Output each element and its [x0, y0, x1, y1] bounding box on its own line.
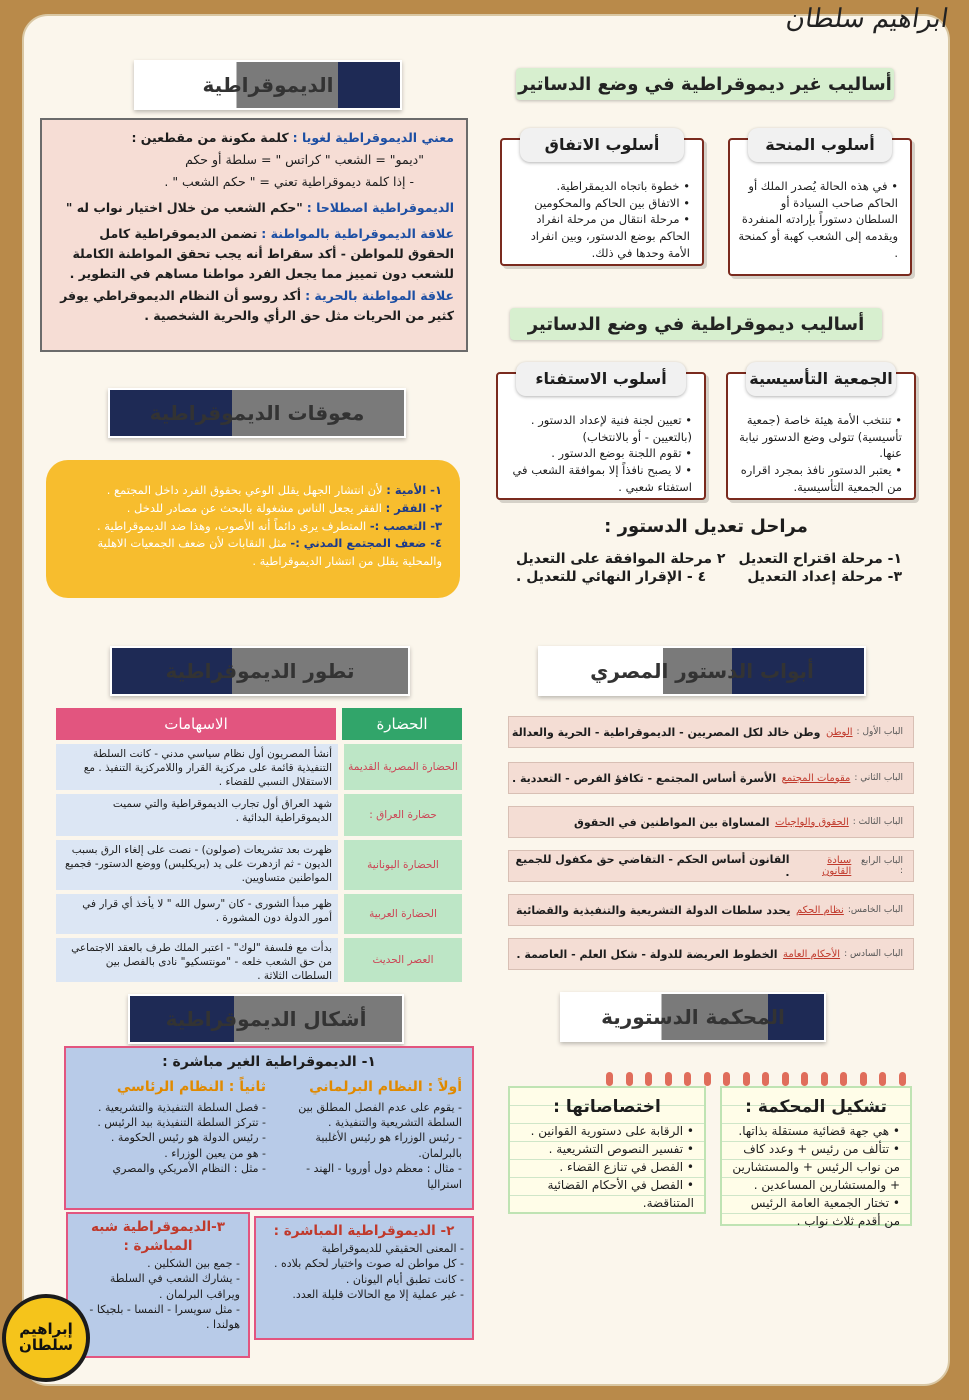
table-row: العصر الحديث بدأت مع فلسفة "لوك" - اعتبر الملك طرف بالعقد الاجتماعي من حق الشعب خلعه - "مونتسكيو" نادى بالفصل بين السلطات الثلاثة . — [56, 938, 462, 982]
parliamentary-column: أولاً : النظام البرلماني - يقوم على عدم الفصل المطلق بين السلطة التشريعية والتنفيذية . - رئيس الوزراء هو رئيس الأغلبية بالبرلمان. - مثال : معظم دول أوروبا - الهند - استراليا — [270, 1078, 462, 1192]
author-logo-badge: إبراهيم سلطان — [2, 1294, 90, 1382]
table-row: الحضارة العربية ظهر مبدأ الشورى - كان "رسول الله " لا يأخذ أي قرار في أمور الدولة دون المشورة . — [56, 894, 462, 934]
chapter-row: الباب الأول : الوطن وطن خالد لكل المصريين - الديموقراطية - الحرية والعدالة — [508, 716, 914, 748]
header-obstacles: معوقات الديموقراطية — [108, 388, 406, 438]
freedom-text: أكد روسو أن النظام الديموقراطي يوفر كثير من الحريات مثل حق الرأي والحرية الشخصية . — [60, 288, 454, 323]
amendment-stages: مراحل تعديل الدستور : ١- مرحلة اقتراح التعديل ٢ مرحلة الموافقة على التعديل ٣- مرحلة إعداد التعديل ٤ - الإقرار النهائي للتعديل . — [496, 516, 916, 587]
grant-card — [728, 135, 912, 276]
obstacles-box — [46, 460, 460, 598]
definitions-box — [40, 118, 468, 352]
grant-title: أسلوب المنحة — [748, 128, 892, 162]
table-row: حضارة العراق : شهد العراق أول تجارب الديموقراطية والتي سميت الديموقراطية البدائية . — [56, 794, 462, 836]
header-democracy: الديموقراطية — [134, 60, 402, 110]
lexical-line2: "ديمو" = الشعب " كراتس " = سلطة أو حكم — [185, 152, 424, 167]
obstacle-item: ١- الأمية : لأن انتشار الجهل يقلل الوعي بحقوق الفرد داخل المجتمع . — [106, 483, 442, 497]
table-row: الحضارة المصرية القديمة أنشأ المصريون أول نظام سياسي مدني - كانت السلطة التنفيذية قائمة على مركزية القرار واللامركزية التنفيذ . مع الاستقلال النسبي للقضاء . — [56, 744, 462, 790]
presidential-column: ثانياً : النظام الرئاسي - فصل السلطة التنفيذية والتشريعية . - تتركز السلطة التنفيذية بيد الرئيس . - رئيس الدولة هو رئيس الحكومة . - هو من يعين الوزراء . - مثل : النظام الأمريكي والمصري — [74, 1078, 266, 1177]
agreement-title: أسلوب الاتفاق — [520, 128, 684, 162]
referendum-card: أسلوب الاستفتاء • تعيين لجنة فنية لإعداد الدستور . (بالتعيين - أو بالانتخاب) • تقوم اللجنة بوضع الدستور . • لا يصبح نافذاً إلا بموافقة الشعب في استفتاء شعبي . — [496, 372, 706, 500]
democratic-title: أساليب ديموقراطية في وضع الدساتير — [510, 308, 882, 340]
table-row: الحضارة اليونانية ظهرت بعد تشريعات (صولون) - نصت على إلغاء الرق بسبب الديون - ثم ازدهرت على يد (بريكليس) ووضع الدستور- فجميع المواطنين متساويين. — [56, 840, 462, 890]
notebook-spiral — [606, 1072, 906, 1086]
powers-title: اختصاصاتها : — [553, 1097, 661, 1117]
agreement-card: أسلوب الاتفاق • خطوة باتجاه الديمقراطية. • الاتفاق بين الحاكم والمحكومين • مرحلة انتقال من مرحلة انفراد الحاكم بوضع الدستور، وبين انفراد الأمة وحدها في ذلك. — [500, 138, 704, 266]
header-evolution: تطور الديموقراطية — [110, 646, 410, 696]
non-democratic-title: أساليب غير ديموقراطية في وضع الدساتير — [516, 68, 894, 100]
court-powers-note: اختصاصاتها : • الرقابة على دستورية القوانين . • تفسير النصوص التشريعية . • الفصل في تنازع القضاء . • الفصل في الأحكام القضائية المتناقضة. — [508, 1086, 706, 1214]
chapter-row: الباب الخامس: نظام الحكم يحدد سلطات الدولة التشريعية والتنفيذية والقضائية — [508, 894, 914, 926]
chapter-row: الباب الثاني : مقومات المجتمع الأسرة أساس المجتمع - تكافؤ الفرص - التعددية . — [508, 762, 914, 794]
assembly-title: الجمعية التأسيسية — [746, 362, 896, 396]
obstacle-item: ٢- الفقر : الفقر يجعل الناس مشغولة بالبحث عن مصادر للدخل . — [126, 500, 442, 515]
chapter-row: الباب الرابع : سيادة القانون القانون أساس الحكم - التقاضي حق مكفول للجميع . — [508, 850, 914, 882]
obstacle-item: ٣- التعصب :- المتطرف يرى دائماً أنه الأصوب، وهذا ضد الديموقراطية . — [97, 518, 442, 533]
obstacle-item: ٤- ضعف المجتمع المدني :- مثل النقابات لأن ضعف الجمعيات الاهلية والمحلية يقلل من انتشار الديموقراطية . — [97, 536, 442, 569]
indirect-title: ١- الديموقراطية الغير مباشرة : — [162, 1054, 376, 1070]
col-civilization: الحضارة — [342, 708, 462, 740]
assembly-card: الجمعية التأسيسية • تنتخب الأمة هيئة خاصة (جمعية تأسيسية) تتولى وضع الدستور نيابة عنها. • يعتبر الدستور نافذ بمجرد اقراره من الجمعية التأسيسية. — [726, 372, 916, 500]
signature-logo: ابراهيم سلطان — [784, 4, 951, 34]
header-forms: أشكال الديموقراطية — [128, 994, 404, 1044]
term-label: الديموقراطية اصطلاحا : — [306, 200, 454, 215]
lexical-line3: - إذا كلمة ديموقراطية تعني = " حكم الشعب " . — [164, 174, 414, 189]
citizenship-label: علاقة الديموقراطية بالمواطنة : — [261, 226, 454, 241]
direct-democracy-box: ٢- الديموقراطية المباشرة : - المعنى الحقيقي للديموقراطية - كل مواطن له صوت واختيار لحكم بلاده . - كانت تطبق أيام اليونان . - غير عملية إلا مع الحالات قليلة العدد. — [254, 1216, 474, 1340]
chapter-row: الباب السادس : الأحكام العامة الخطوط العريضة للدولة - شكل العلم - العاصمة . — [508, 938, 914, 970]
term-text: "حكم الشعب من خلال اختيار نواب له " — [65, 200, 303, 215]
amendment-title: مراحل تعديل الدستور : — [604, 516, 808, 537]
referendum-title: أسلوب الاستفتاء — [516, 362, 686, 396]
formation-title: تشكيل المحكمة : — [745, 1097, 887, 1117]
header-court: المحكمة الدستورية — [560, 992, 826, 1042]
grant-text: • في هذه الحالة يُصدر الملك أو الحاكم صاحب السيادة أو السلطان دستوراً بإرادته المنفردة ويقدمه إلى الشعب كهبة أو كمنحة . — [738, 178, 898, 261]
citizenship-text: تضمن الديموقراطية كامل الحقوق للمواطن - أكد سقراط أنه يجب تحقق المواطنة الكاملة للشعب دون تمييز مما يجعل الفرد مواطنا مساهم في التطوير . — [69, 226, 454, 281]
indirect-democracy-box — [64, 1046, 474, 1210]
lexical-label: معني الديموقراطية لغويا : — [292, 130, 454, 145]
col-contributions: الاسهامات — [56, 708, 336, 740]
court-formation-note: تشكيل المحكمة : • هي جهة قضائية مستقلة بذاتها. • تتألف من رئيس + وعدد كاف من نواب الرئيس + والمستشارين + والمستشارين المساعدين . • تختار الجمعية العامة الرئيس من أقدم ثلاث نواب . — [720, 1086, 912, 1226]
header-chapters: أبواب الدستور المصري — [538, 646, 866, 696]
semi-direct-democracy-box: ٣-الديموقراطية شبه المباشرة : - جمع بين الشكلين . - يشارك الشعب في السلطة ويراقب البرلمان . - مثل سويسرا - النمسا - بلجيكا - هولندا . — [66, 1212, 250, 1358]
chapter-row: الباب الثالث : الحقوق والواجبات المساواة بين المواطنين في الحقوق — [508, 806, 914, 838]
freedom-label: علاقة المواطنة بالحرية : — [305, 288, 454, 303]
lexical-text: كلمة مكونة من مقطعين : — [131, 130, 289, 145]
